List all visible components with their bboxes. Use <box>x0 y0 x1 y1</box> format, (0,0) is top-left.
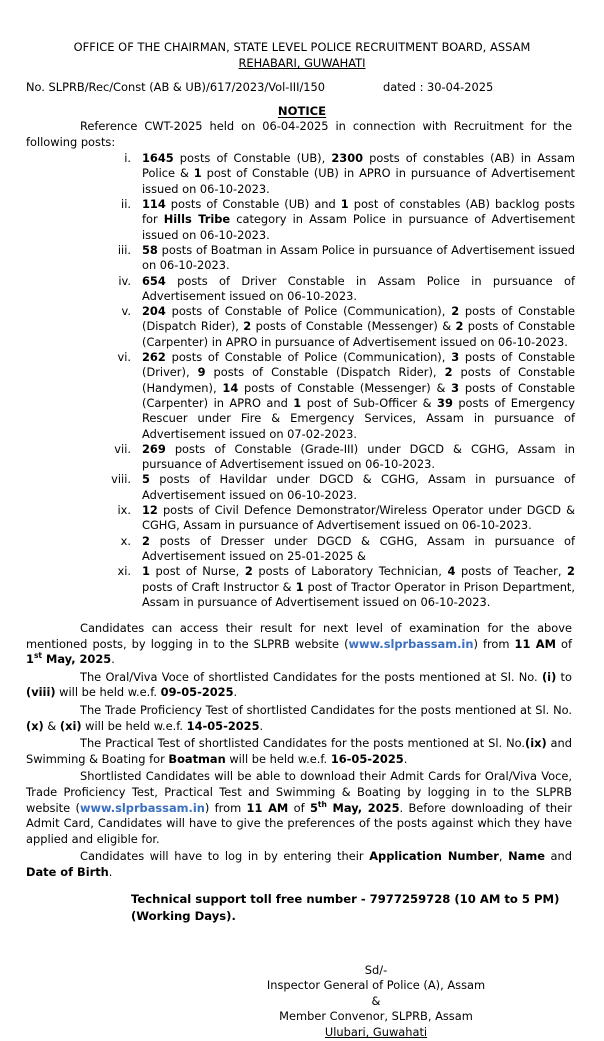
post-description: 654 posts of Driver Constable in Assam Police in pursuance of Advertisement issued on 06-10-2023. <box>142 273 575 303</box>
post-list-item <box>24 564 580 610</box>
document-header <box>24 40 580 71</box>
office-address-line <box>24 55 580 71</box>
signature-block <box>24 963 580 1041</box>
post-list-item <box>24 151 580 197</box>
signature-location-text: Ulubari, Guwahati <box>324 1024 428 1039</box>
paragraphs-container <box>24 621 580 881</box>
practical-test-paragraph: The Practical Test of shortlisted Candidates for the posts mentioned at Sl. No.(ix) and Swimming & Boating for Boatman will be held w.e.f. 16-05-2025. <box>26 736 572 766</box>
post-numeral: xi. <box>117 564 131 579</box>
post-list-item <box>24 534 580 565</box>
trade-proficiency-paragraph: The Trade Proficiency Test of shortlisted Candidates for the posts mentioned at Sl. No. (x) & (xi) will be held w.e.f. 14-05-2025. <box>26 703 572 733</box>
post-list-item <box>24 472 580 503</box>
signature-ampersand: & <box>371 993 381 1008</box>
reference-number: No. SLPRB/Rec/Const (AB & UB)/617/2023/Vol-III/150 <box>26 80 326 94</box>
oral-viva-paragraph: The Oral/Viva Voce of shortlisted Candidates for the posts mentioned at Sl. No. (i) to (viii) will be held w.e.f. 09-05-2025. <box>26 669 572 700</box>
post-numeral: iv. <box>118 273 131 288</box>
signature-location <box>172 1025 580 1041</box>
post-list-item <box>24 350 580 442</box>
post-description: 269 posts of Constable (Grade-III) under DGCD & CGHG, Assam in pursuance of Advertisement issued on 06-10-2023. <box>142 441 575 472</box>
technical-support-line-2: (Working Days). <box>131 908 236 923</box>
post-list-item <box>24 243 580 274</box>
post-description: 5 posts of Havildar under DGCD & CGHG, Assam in pursuance of Advertisement issued on 06-10-2023. <box>142 472 575 502</box>
post-description: 1 post of Nurse, 2 posts of Laboratory Technician, 4 posts of Teacher, 2 posts of Craft Instructor & 1 post of Tractor Operator in Prison Department, Assam in pursuance of Advertisement issued on 06-10-2023. <box>142 564 576 609</box>
post-description: 1645 posts of Constable (UB), 2300 posts of constables (AB) in Assam Police & 1 post of Constable (UB) in APRO in pursuance of Advertisement issued on 06-10-2023. <box>142 151 576 196</box>
post-numeral: vii. <box>114 441 131 456</box>
post-numeral: vi. <box>117 350 131 365</box>
post-numeral: ii. <box>121 197 131 212</box>
post-numeral: ix. <box>117 503 131 518</box>
signature-designation-2: Member Convenor, SLPRB, Assam <box>279 1009 473 1024</box>
post-list-item <box>24 442 580 473</box>
post-numeral: i. <box>124 151 131 166</box>
post-numeral: v. <box>121 304 131 319</box>
website-link[interactable]: www.slprbassam.in <box>348 636 474 651</box>
post-description: 262 posts of Constable of Police (Communication), 3 posts of Constable (Driver), 9 posts of Constable (Dispatch Rider), 2 posts of Constable (Handymen), 14 posts of Constable (Messenger) & 3 posts of Constable (Carpenter) in APRO and 1 post of Sub-Officer & 39 posts of Emergency Rescuer under Fire & Emergency Services, Assam in pursuance of Advertisement issued on 07-02-2023. <box>142 350 575 441</box>
post-numeral: iii. <box>117 242 131 257</box>
technical-support-block <box>24 891 580 925</box>
signature-designation-1: Inspector General of Police (A), Assam <box>266 978 486 993</box>
result-access-paragraph: Candidates can access their result for next level of examination for the above mentioned posts, by logging in to the SLPRB website (www.slprbassam.in) from 11 AM of 1st May, 2025. <box>26 621 572 667</box>
login-details-paragraph: Candidates will have to log in by entering their Application Number, Name and Date of Birth. <box>26 849 572 879</box>
admit-card-paragraph: Shortlisted Candidates will be able to download their Admit Cards for Oral/Viva Voce, Trade Proficiency Test, Practical Test and Swimming & Boating by logging in to the SLPRB website (www.slprbassam.in) from 11 AM of 5th May, 2025. Before downloading of their Admit Card, Candidates will have to give the preferences of the posts against which they have applied and eligible for. <box>26 769 573 846</box>
post-description: 204 posts of Constable of Police (Communication), 2 posts of Constable (Dispatch Rider), 2 posts of Constable (Messenger) & 2 posts of Constable (Carpenter) in APRO in pursuance of Advertisement issued on 06-10-2023. <box>142 304 575 349</box>
post-description: 12 posts of Civil Defence Demonstrator/Wireless Operator under DGCD & CGHG, Assam in pursuance of Advertisement issued on 06-10-2023. <box>142 503 575 533</box>
reference-row <box>24 79 580 96</box>
post-description: 114 posts of Constable (UB) and 1 post of constables (AB) backlog posts for Hills Tribe category in Assam Police in pursuance of Advertisement issued on 06-10-2023. <box>142 197 575 242</box>
technical-support-line-1: Technical support toll free number - 7977259728 (10 AM to 5 PM) <box>131 891 560 906</box>
office-address-text: REHABARI, GUWAHATI <box>238 56 366 70</box>
document-date: dated : 30-04-2025 <box>383 80 494 94</box>
posts-list <box>24 151 580 610</box>
website-link[interactable]: www.slprbassam.in <box>79 800 205 815</box>
post-description: 58 posts of Boatman in Assam Police in pursuance of Advertisement issued on 06-10-2023. <box>142 242 575 273</box>
office-title-line: OFFICE OF THE CHAIRMAN, STATE LEVEL POLICE RECRUITMENT BOARD, ASSAM <box>73 40 531 54</box>
post-list-item <box>24 503 580 534</box>
post-numeral: x. <box>120 533 131 548</box>
signature-sd: Sd/- <box>364 962 388 977</box>
post-list-item <box>24 197 580 243</box>
intro-paragraph: Reference CWT-2025 held on 06-04-2025 in connection with Recruitment for the following posts: <box>26 119 572 149</box>
post-list-item <box>24 304 580 350</box>
notice-title-text: NOTICE <box>277 104 327 118</box>
post-description: 2 posts of Dresser under DGCD & CGHG, Assam in pursuance of Advertisement issued on 25-01-2025 & <box>142 533 575 563</box>
post-list-item <box>24 274 580 305</box>
post-numeral: viii. <box>111 472 131 487</box>
notice-title <box>24 103 580 119</box>
